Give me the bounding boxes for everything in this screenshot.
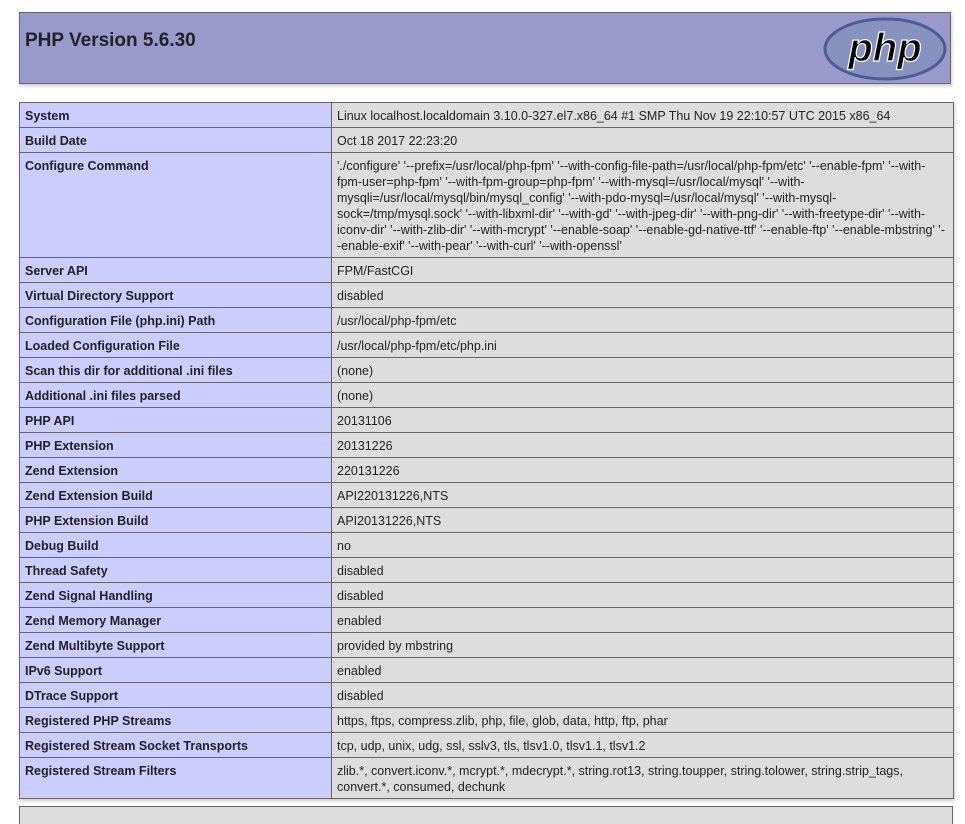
row-label: Configure Command: [20, 153, 332, 258]
table-row: [20, 683, 954, 708]
row-label: Server API: [20, 258, 332, 283]
row-value: https, ftps, compress.zlib, php, file, glob, data, http, ftp, phar: [332, 708, 954, 733]
row-value: (none): [332, 358, 954, 383]
row-label: Debug Build: [20, 533, 332, 558]
row-label: Scan this dir for additional .ini files: [20, 358, 332, 383]
row-value: FPM/FastCGI: [332, 258, 954, 283]
table-row: [20, 708, 954, 733]
table-row: [20, 103, 954, 128]
php-logo-text: php: [848, 26, 922, 70]
table-row: [20, 633, 954, 658]
table-row: [20, 383, 954, 408]
version-header: [19, 12, 951, 84]
row-value: API20131226,NTS: [332, 508, 954, 533]
row-value: disabled: [332, 683, 954, 708]
row-label: Zend Extension Build: [20, 483, 332, 508]
php-logo-icon[interactable]: [823, 17, 947, 81]
table-row: [20, 333, 954, 358]
row-label: DTrace Support: [20, 683, 332, 708]
row-value: Linux localhost.localdomain 3.10.0-327.el7.x86_64 #1 SMP Thu Nov 19 22:10:57 UTC 2015 x86_64: [332, 103, 954, 128]
page-title: PHP Version 5.6.30: [25, 30, 196, 51]
row-value: zlib.*, convert.iconv.*, mcrypt.*, mdecrypt.*, string.rot13, string.toupper, string.tolower, string.strip_tags, convert.*, consumed, dechunk: [332, 758, 954, 799]
row-label: PHP Extension Build: [20, 508, 332, 533]
table-row: [20, 758, 954, 799]
row-label: PHP Extension: [20, 433, 332, 458]
row-value: /usr/local/php-fpm/etc/php.ini: [332, 333, 954, 358]
table-row: [20, 153, 954, 258]
row-label: Thread Safety: [20, 558, 332, 583]
table-row: [20, 583, 954, 608]
row-value: './configure' '--prefix=/usr/local/php-fpm' '--with-config-file-path=/usr/local/php-fpm/etc' '--enable-fpm' '--with-fpm-user=php-fpm' '--with-fpm-group=php-fpm' '--with-mysql=/usr/local/mysql' '--with-mysqli=/usr/local/mysql/bin/mysql_config' '--with-pdo-mysql=/usr/local/mysql' '--with-mysql-sock=/tmp/mysql.sock' '--with-libxml-dir' '--with-gd' '--with-jpeg-dir' '--with-png-dir' '--with-freetype-dir' '--with-iconv-dir' '--with-zlib-dir' '--with-mcrypt' '--enable-soap' '--enable-gd-native-ttf' '--enable-ftp' '--enable-mbstring' '--enable-exif' '--with-pear' '--with-curl' '--with-openssl': [332, 153, 954, 258]
table-row: [20, 308, 954, 333]
row-value: disabled: [332, 583, 954, 608]
row-value: disabled: [332, 283, 954, 308]
row-value: 20131226: [332, 433, 954, 458]
row-label: Additional .ini files parsed: [20, 383, 332, 408]
table-row: [20, 658, 954, 683]
table-row: [20, 733, 954, 758]
row-value: tcp, udp, unix, udg, ssl, sslv3, tls, tlsv1.0, tlsv1.1, tlsv1.2: [332, 733, 954, 758]
row-value: provided by mbstring: [332, 633, 954, 658]
row-label: Zend Extension: [20, 458, 332, 483]
table-row: [20, 258, 954, 283]
row-value: 220131226: [332, 458, 954, 483]
row-label: Virtual Directory Support: [20, 283, 332, 308]
table-row: [20, 408, 954, 433]
row-value: /usr/local/php-fpm/etc: [332, 308, 954, 333]
row-value: disabled: [332, 558, 954, 583]
footer-panel: [19, 806, 953, 824]
row-value: no: [332, 533, 954, 558]
row-label: Configuration File (php.ini) Path: [20, 308, 332, 333]
table-row: [20, 128, 954, 153]
row-label: PHP API: [20, 408, 332, 433]
row-value: enabled: [332, 658, 954, 683]
row-label: Registered PHP Streams: [20, 708, 332, 733]
row-label: IPv6 Support: [20, 658, 332, 683]
row-label: System: [20, 103, 332, 128]
info-table-body: [20, 103, 954, 799]
row-label: Loaded Configuration File: [20, 333, 332, 358]
row-value: (none): [332, 383, 954, 408]
table-row: [20, 358, 954, 383]
table-row: [20, 608, 954, 633]
row-value: enabled: [332, 608, 954, 633]
table-row: [20, 533, 954, 558]
table-row: [20, 558, 954, 583]
table-row: [20, 508, 954, 533]
info-table: [19, 102, 954, 799]
row-label: Zend Multibyte Support: [20, 633, 332, 658]
table-row: [20, 458, 954, 483]
row-label: Build Date: [20, 128, 332, 153]
row-label: Zend Signal Handling: [20, 583, 332, 608]
table-row: [20, 433, 954, 458]
row-label: Zend Memory Manager: [20, 608, 332, 633]
row-label: Registered Stream Filters: [20, 758, 332, 799]
table-row: [20, 483, 954, 508]
row-label: Registered Stream Socket Transports: [20, 733, 332, 758]
table-row: [20, 283, 954, 308]
row-value: Oct 18 2017 22:23:20: [332, 128, 954, 153]
row-value: 20131106: [332, 408, 954, 433]
row-value: API220131226,NTS: [332, 483, 954, 508]
